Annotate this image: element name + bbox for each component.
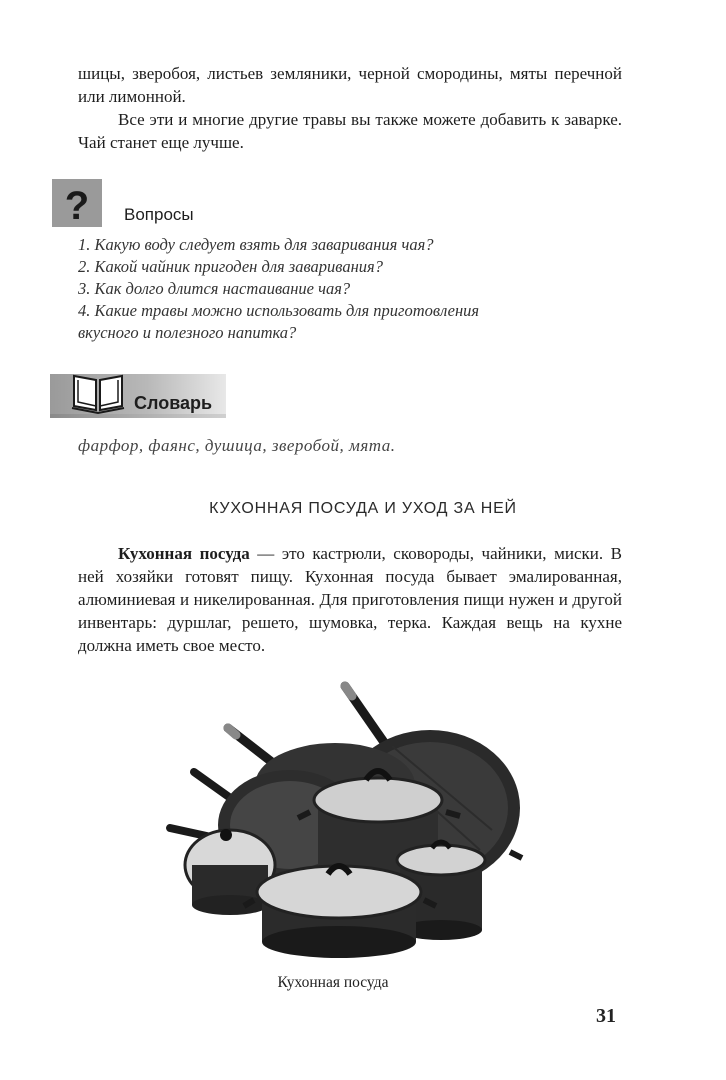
questions-heading: Вопросы <box>124 205 194 224</box>
cookware-illustration <box>130 680 530 965</box>
dictionary-heading: Словарь <box>134 393 213 413</box>
dictionary-words: фарфор, фаянс, душица, зверобой, мята. <box>78 436 396 455</box>
question-item: 4. Какие травы можно использовать для приготовления <box>78 301 480 320</box>
question-item: 3. Как долго длится настаивание чая? <box>78 279 351 298</box>
page-number: 31 <box>596 1005 616 1027</box>
dictionary-underline <box>50 414 226 418</box>
intro-paragraph-1: шицы, зверобоя, листьев земляники, черной смородины, мяты перечной или лимонной. <box>78 64 622 106</box>
figure-caption: Кухонная посуда <box>277 974 389 991</box>
section-paragraph <box>78 542 622 657</box>
section-title: КУХОННАЯ ПОСУДА И УХОД ЗА НЕЙ <box>209 500 517 517</box>
open-book-icon <box>70 370 126 414</box>
svg-text:?: ? <box>64 184 90 227</box>
intro-paragraph-2: Все эти и многие другие травы вы также можете добавить к заварке. Чай станет еще лучше. <box>78 110 622 152</box>
question-item: 1. Какую воду следует взять для заваривания чая? <box>78 235 434 254</box>
question-mark-icon <box>52 179 102 227</box>
questions-list <box>78 234 638 344</box>
section-body: — это кастрюли, сковороды, чайники, миски. В ней хозяйки готовят пищу. Кухонная посуда бывает эмалированная, алюминиевая и никелированная. Для приготовления пищи нужен и другой инвентарь: дуршлаг, решето, шумовка, терка. Каждая вещь на кухне должна иметь свое место. <box>78 544 622 655</box>
question-item-continuation: вкусного и полезного напитка? <box>78 323 297 342</box>
bold-term: Кухонная посуда <box>118 544 250 563</box>
question-item: 2. Какой чайник пригоден для заваривания? <box>78 257 383 276</box>
